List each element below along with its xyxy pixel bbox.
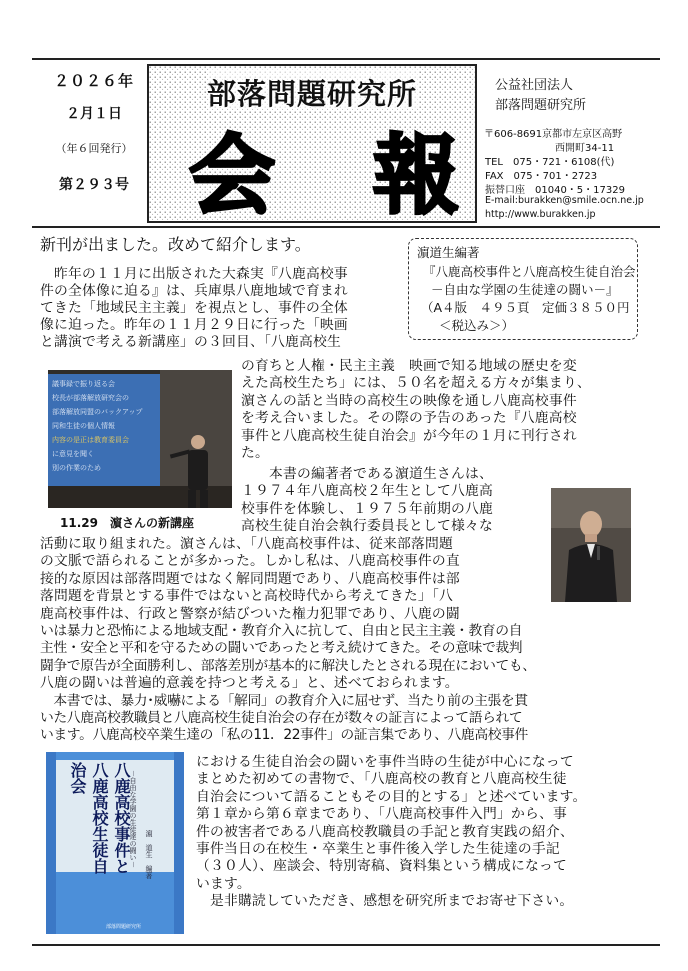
slide-text-line: に意見を聞く — [52, 450, 94, 458]
text-line: 自治会について語ることもその目的とする」と述べています。 — [196, 788, 587, 805]
text-line: 事件と八鹿高校生徒自治会』が今年の１月に刊行され — [241, 427, 577, 444]
text-line: います。 — [196, 875, 251, 892]
top-rule — [32, 58, 660, 60]
org-address-1: 〒606-8691京都市左京区高野 — [484, 129, 623, 140]
portrait-photo-art — [551, 488, 631, 602]
text-line: てきた「地域民主主義」を視点とし、事件の全体 — [40, 300, 348, 316]
text-line: と講演で考える新講座」の３回目、「八鹿高校生 — [40, 334, 342, 350]
lecture-photo — [48, 370, 232, 508]
book-tax: ＜税込み＞） — [439, 318, 515, 333]
book-spec: （A４版 ４９５頁 定価３８５０円 — [421, 300, 630, 315]
text-line: 件の全体像に迫る』は、兵庫県八鹿地域で育まれ — [40, 283, 348, 299]
slide-text-line: 同和生徒の個人情報 — [52, 422, 115, 430]
book-cover-title: 八鹿高校事件と八鹿高校生徒自治会 — [68, 762, 131, 874]
newsletter-logo — [147, 64, 477, 223]
org-name: 部落問題研究所 — [495, 98, 587, 113]
issue-date: ２月１日 — [66, 106, 122, 122]
text-line: の育ちと人権・民主主義 映画で知る地域の歴史を変 — [241, 358, 577, 374]
slide-text-line: 部落解放同盟のバックアップ — [52, 408, 143, 416]
text-line: 本書では、暴力･威嚇による「解同」の教育介入に屈せず、当たり前の主張を貫 — [40, 692, 528, 709]
article-headline: 新刊が出ました。改めて紹介します。 — [40, 235, 311, 254]
text-line: を考え合いました。その際の予告のあった『八鹿高校 — [241, 410, 577, 427]
portrait-photo — [551, 488, 631, 602]
text-line: 八鹿の闘いは普遍的意義を持つと考える」と、述べておられます。 — [40, 675, 459, 692]
text-line: （３０人）、座談会、特別寄稿、資料集という構成になって — [196, 858, 568, 875]
logo-main-text: 会 報 — [189, 126, 465, 223]
text-line: いた八鹿高校教職員と八鹿高校生徒自治会の存在が数々の証言によって語られて — [40, 710, 523, 726]
text-line: 濵さんの話と当時の高校生の映像を通し八鹿高校事件 — [241, 392, 577, 409]
book-editor: 濵道生編著 — [417, 245, 480, 260]
org-fax: FAX 075・701・2723 — [485, 171, 598, 182]
text-line: 主性・安全と平和を守るための闘いであったと考え続けてきた。その意味で裁判 — [40, 640, 523, 657]
slide-text-line: 内容の是正は教育委員会 — [52, 436, 129, 444]
text-line: 昨年の１１月に出版された大森実『八鹿高校事 — [40, 266, 348, 282]
book-cover-editor: 濵 道生 編著 — [145, 830, 153, 879]
text-line: 校事件を体験し、１９７５年前期の八鹿 — [241, 500, 493, 517]
lecture-photo-art — [48, 370, 232, 508]
text-line: 鹿高校事件は、行政と警察が結びついた権力犯罪であり、八鹿の闘 — [40, 605, 460, 622]
slide-text-line: 議事録で振り返る会 — [52, 380, 115, 388]
text-line: 件の被害者である八鹿高校教職員の手記と教育実践の紹介、 — [196, 823, 574, 840]
book-cover-publisher: 部落問題研究所 — [106, 924, 142, 930]
text-line: １９７４年八鹿高校２年生として八鹿高 — [241, 483, 493, 500]
book-subtitle: －自由な学園の生徒達の闘い－』 — [431, 282, 619, 297]
org-postal: 振替口座 01040・5・17329 — [485, 185, 625, 196]
org-tel: TEL 075・721・6108(代) — [485, 157, 615, 168]
text-line: 落問題を背景とする事件ではないと高校時代から考えてきた」「八 — [40, 588, 454, 605]
text-line: た。 — [241, 445, 269, 461]
book-info-box — [408, 238, 638, 340]
text-line: 闘争で原告が全面勝利し、部落差別が基本的に解決したとされる現在においても、 — [40, 657, 536, 674]
text-line: における生徒自治会の闘いを事件当時の生徒が中心になって — [196, 754, 574, 770]
slide-text-line: 校長が部落解放研究会の — [52, 394, 129, 402]
text-line: います。八鹿高校卒業生達の「私の11．22事件」の証言集であり、八鹿高校事件 — [40, 727, 528, 744]
org-email[interactable]: E-mail:burakken@smile.ocn.ne.jp — [485, 195, 644, 206]
header-bottom-rule — [32, 226, 660, 228]
text-line: 高校生徒自治会執行委員長として様々な — [241, 518, 493, 535]
book-title: 『八鹿高校事件と八鹿高校生徒自治会 — [423, 264, 636, 279]
issue-year: ２０２６年 — [53, 72, 134, 90]
text-line: 事件当日の在校生・卒業生と事件後入学した生徒達の手記 — [196, 841, 560, 857]
org-type: 公益社団法人 — [495, 78, 574, 93]
text-line: いは暴力と恐怖による地域支配・教育介入に抗して、自由と民主主義・教育の自 — [40, 623, 523, 639]
text-line: の文脈で語られることが多かった。しかし私は、八鹿高校事件の直 — [40, 553, 460, 570]
text-line: 接的な原因は部落問題ではなく解同問題であり、八鹿高校事件は部 — [40, 570, 460, 587]
slide-text-line: 別の作業のため — [52, 464, 101, 472]
text-line: 像に迫った。昨年の１１月２９日に行った「映画 — [40, 317, 348, 333]
text-line: 活動に取り組まれた。濵さんは、「八鹿高校事件は、従来部落問題 — [40, 536, 454, 552]
text-line: 本書の編著者である濵道生さんは、 — [241, 466, 493, 482]
org-address-2: 西開町34-11 — [555, 143, 615, 154]
text-line: まとめた初めての書物で、「八鹿高校の教育と八鹿高校生徒 — [196, 771, 567, 788]
org-url[interactable]: http://www.burakken.jp — [485, 209, 596, 220]
text-line: 第１章から第６章まであり、「八鹿高校事件入門」から、事 — [196, 806, 568, 823]
bottom-rule — [32, 944, 660, 946]
book-cover-subtitle: －自由な学園の生徒達の闘い－ — [129, 770, 137, 868]
logo-top-text: 部落問題研究所 — [207, 77, 418, 111]
lecture-photo-caption: 11.29 濵さんの新講座 — [60, 516, 194, 530]
text-line: 是非購読していただき、感想を研究所までお寄せ下さい。 — [196, 893, 574, 910]
text-line: えた高校生たち」には、５０名を超える方々が集まり、 — [241, 375, 591, 392]
issue-frequency: （年６回発行） — [55, 142, 133, 155]
issue-number: 第２９３号 — [59, 177, 129, 193]
book-cover-image — [46, 752, 184, 934]
